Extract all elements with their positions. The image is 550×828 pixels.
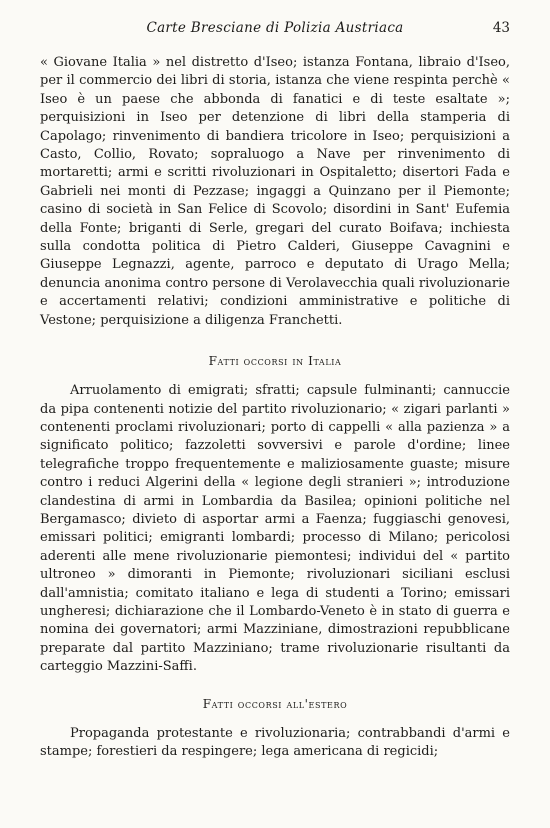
section-heading-estero: Fatti occorsi all'estero (202, 696, 348, 711)
body-paragraph: « Giovane Italia » nel distretto d'Iseo; istanza Fontana, libraio d'Iseo, per il commercio dei libri di storia, istanza che viene respinta perchè « Iseo è un paese che abbonda di fanatici e di teste esaltate »; perquisizioni in Iseo per detenzione di libri della stamperia di Capolago; rinvenimento di bandiera tricolore in Iseo; perquisizioni a Casto, Collio, Rovato; sopraluogo a Nave per rinvenimento di mortaretti; armi e scritti rivoluzionari in Ospitaletto; disertori Fada e Gabrieli nei monti di Pezzase; ingaggi a Quinzano per il Piemonte; casino di società in San Felice di Scovolo; disordini in Sant' Eufemia della Fonte; briganti di Serle, gregari del curato Boifava; inchiesta sulla condotta politica di Pietro Calderi, Giuseppe Cavagnini e Giuseppe Legnazzi, agente, parroco e deputato di Urago Mella; denuncia anonima contro persone di Verolavecchia quali rivoluzionarie e accertamenti relativi; condizioni amministrative e politiche di Vestone; perquisizione a diligenza Franchetti. (40, 55, 510, 328)
running-header (40, 20, 510, 44)
section-heading-italia: Fatti occorsi in Italia (208, 354, 342, 369)
section-paragraph-italia: Arruolamento di emigrati; sfratti; capsule fulminanti; cannuccie da pipa contenenti notizie del partito rivoluzionario; « zigari parlanti » contenenti proclami rivoluzionari; porto di cappelli « alla pazienza » a significato politico; fazzoletti sovversivi e parole d'ordine; linee telegrafiche troppo frequentemente e maliziosamente guaste; misure contro i reduci Algerini della « legione degli stranieri »; introduzione clandestina di armi in Lombardia da Basilea; opinioni politiche nel Bergamasco; divieto di asportar armi a Faenza; fuggiaschi genovesi, emissari politici; emigranti lombardi; processo di Milano; pericolosi aderenti alle mene rivoluzionarie piemontesi; individui del « partito ultroneo » dimoranti in Piemonte; rivoluzionari siciliani esclusi dall'amnistia; comitato italiano e lega di studenti a Torino; emissari ungheresi; dichiarazione che il Lombardo-Veneto è in stato di guerra e nomina dei governatori; armi Mazziniane, dimostrazioni repubblicane preparate dal partito Mazziniano; trame rivoluzionarie risultanti da carteggio Mazzini-Saffi. (40, 383, 510, 675)
page-number: 43 (492, 20, 510, 36)
section-paragraph-estero: Propaganda protestante e rivoluzionaria; contrabbandi d'armi e stampe; forestieri da respingere; lega americana di regicidi; (40, 725, 510, 759)
running-title: Carte Bresciane di Polizia Austriaca (146, 20, 404, 36)
